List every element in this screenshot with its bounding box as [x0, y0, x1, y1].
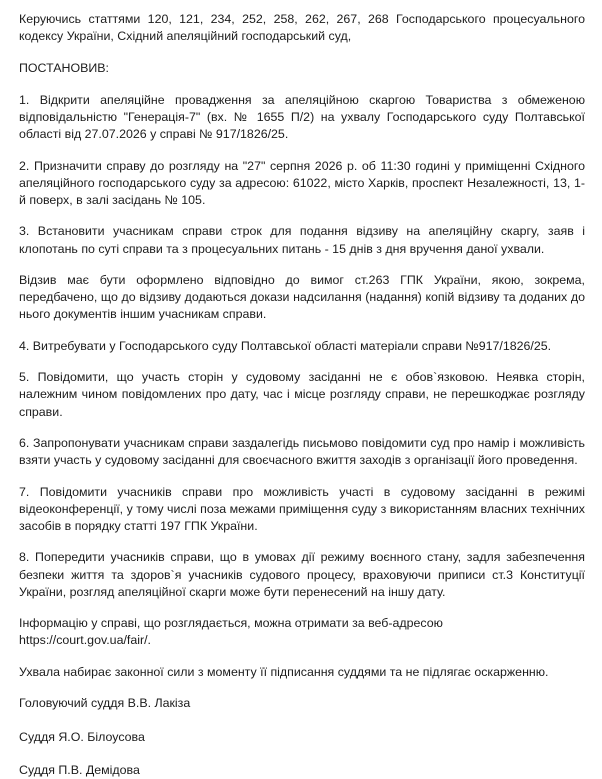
- info-text: Інформацію у справі, що розглядається, можна отримати за веб-адресою: [19, 616, 443, 631]
- ruling-item-5: 5. Повідомити, що участь сторін у судовому засіданні не є обов`язковою. Неявка сторін, належним чином повідомлених про дату, час і місце розгляду справи, не перешкоджає розгляду справи.: [19, 370, 585, 419]
- ruling-item-2: 2. Призначити справу до розгляду на "27" серпня 2026 р. об 11:30 годині у приміщенні Східного апеляційного господарського суду за адресою: 61022, місто Харків, проспект Незалежності, 13, 1-й поверх, в залі засідань № 105.: [19, 158, 585, 207]
- ruling-item-8: 8. Попередити учасників справи, що в умовах дії режиму воєнного стану, задля забезпечення безпеки життя та здоров`я учасників судового процесу, враховуючи приписи ст.3 Конституції України, розгляд апеляційної скарги може бути перенесений на іншу дату.: [19, 550, 585, 599]
- ruling-item-6: 6. Запропонувати учасникам справи заздалегідь письмово повідомити суд про намір і можливість взяти участь у судовому засіданні для своєчасного вжиття заходів з організації його проведення.: [19, 435, 585, 468]
- signature-judge-2: Суддя П.В. Демідова: [19, 763, 140, 778]
- ruling-item-3: 3. Встановити учасникам справи строк для подання відзиву на апеляційну скаргу, заяв і клопотань по суті справи та з процесуальних питань - 15 днів з дня вручення даної ухвали.: [19, 224, 585, 256]
- signature-presiding-judge: Головуючий суддя В.В. Лакіза: [19, 696, 191, 711]
- intro-paragraph: Керуючись статтями 120, 121, 234, 252, 258, 262, 267, 268 Господарського процесуального кодексу України, Східний апеляційний господарський суд,: [19, 12, 585, 44]
- ruling-document: [19, 11, 585, 779]
- info-url-link[interactable]: https://court.gov.ua/fair/.: [19, 633, 152, 648]
- info-paragraph: [19, 615, 585, 649]
- ruling-item-1: 1. Відкрити апеляційне провадження за апеляційною скаргою Товариства з обмеженою відповідальністю "Генерація-7" (вх. № 1655 П/2) на ухвалу Господарського суду Полтавської області від 27.07.2026 у справі № 917/1826/25.: [19, 92, 585, 142]
- ruling-item-4: 4. Витребувати у Господарського суду Полтавської області матеріали справи №917/1826/25.: [19, 338, 552, 353]
- signature-judge-1: Суддя Я.О. Білоусова: [19, 729, 145, 744]
- effect-paragraph: Ухвала набирає законної сили з моменту її підписання суддями та не підлягає оскарженню.: [19, 664, 549, 679]
- ruling-item-7: 7. Повідомити учасників справи про можливість участі в судовому засіданні в режимі відеоконференції, у тому числі поза межами приміщення суду з використанням власних технічних засобів в порядку статті 197 ГПК України.: [19, 484, 585, 533]
- ruling-heading: ПОСТАНОВИВ:: [19, 60, 109, 75]
- response-requirements-paragraph: Відзив має бути оформлено відповідно до вимог ст.263 ГПК України, якою, зокрема, передбачено, що до відзиву додаються докази надсилання (надання) копій відзиву та доданих до нього документів іншим учасникам справи.: [19, 272, 585, 322]
